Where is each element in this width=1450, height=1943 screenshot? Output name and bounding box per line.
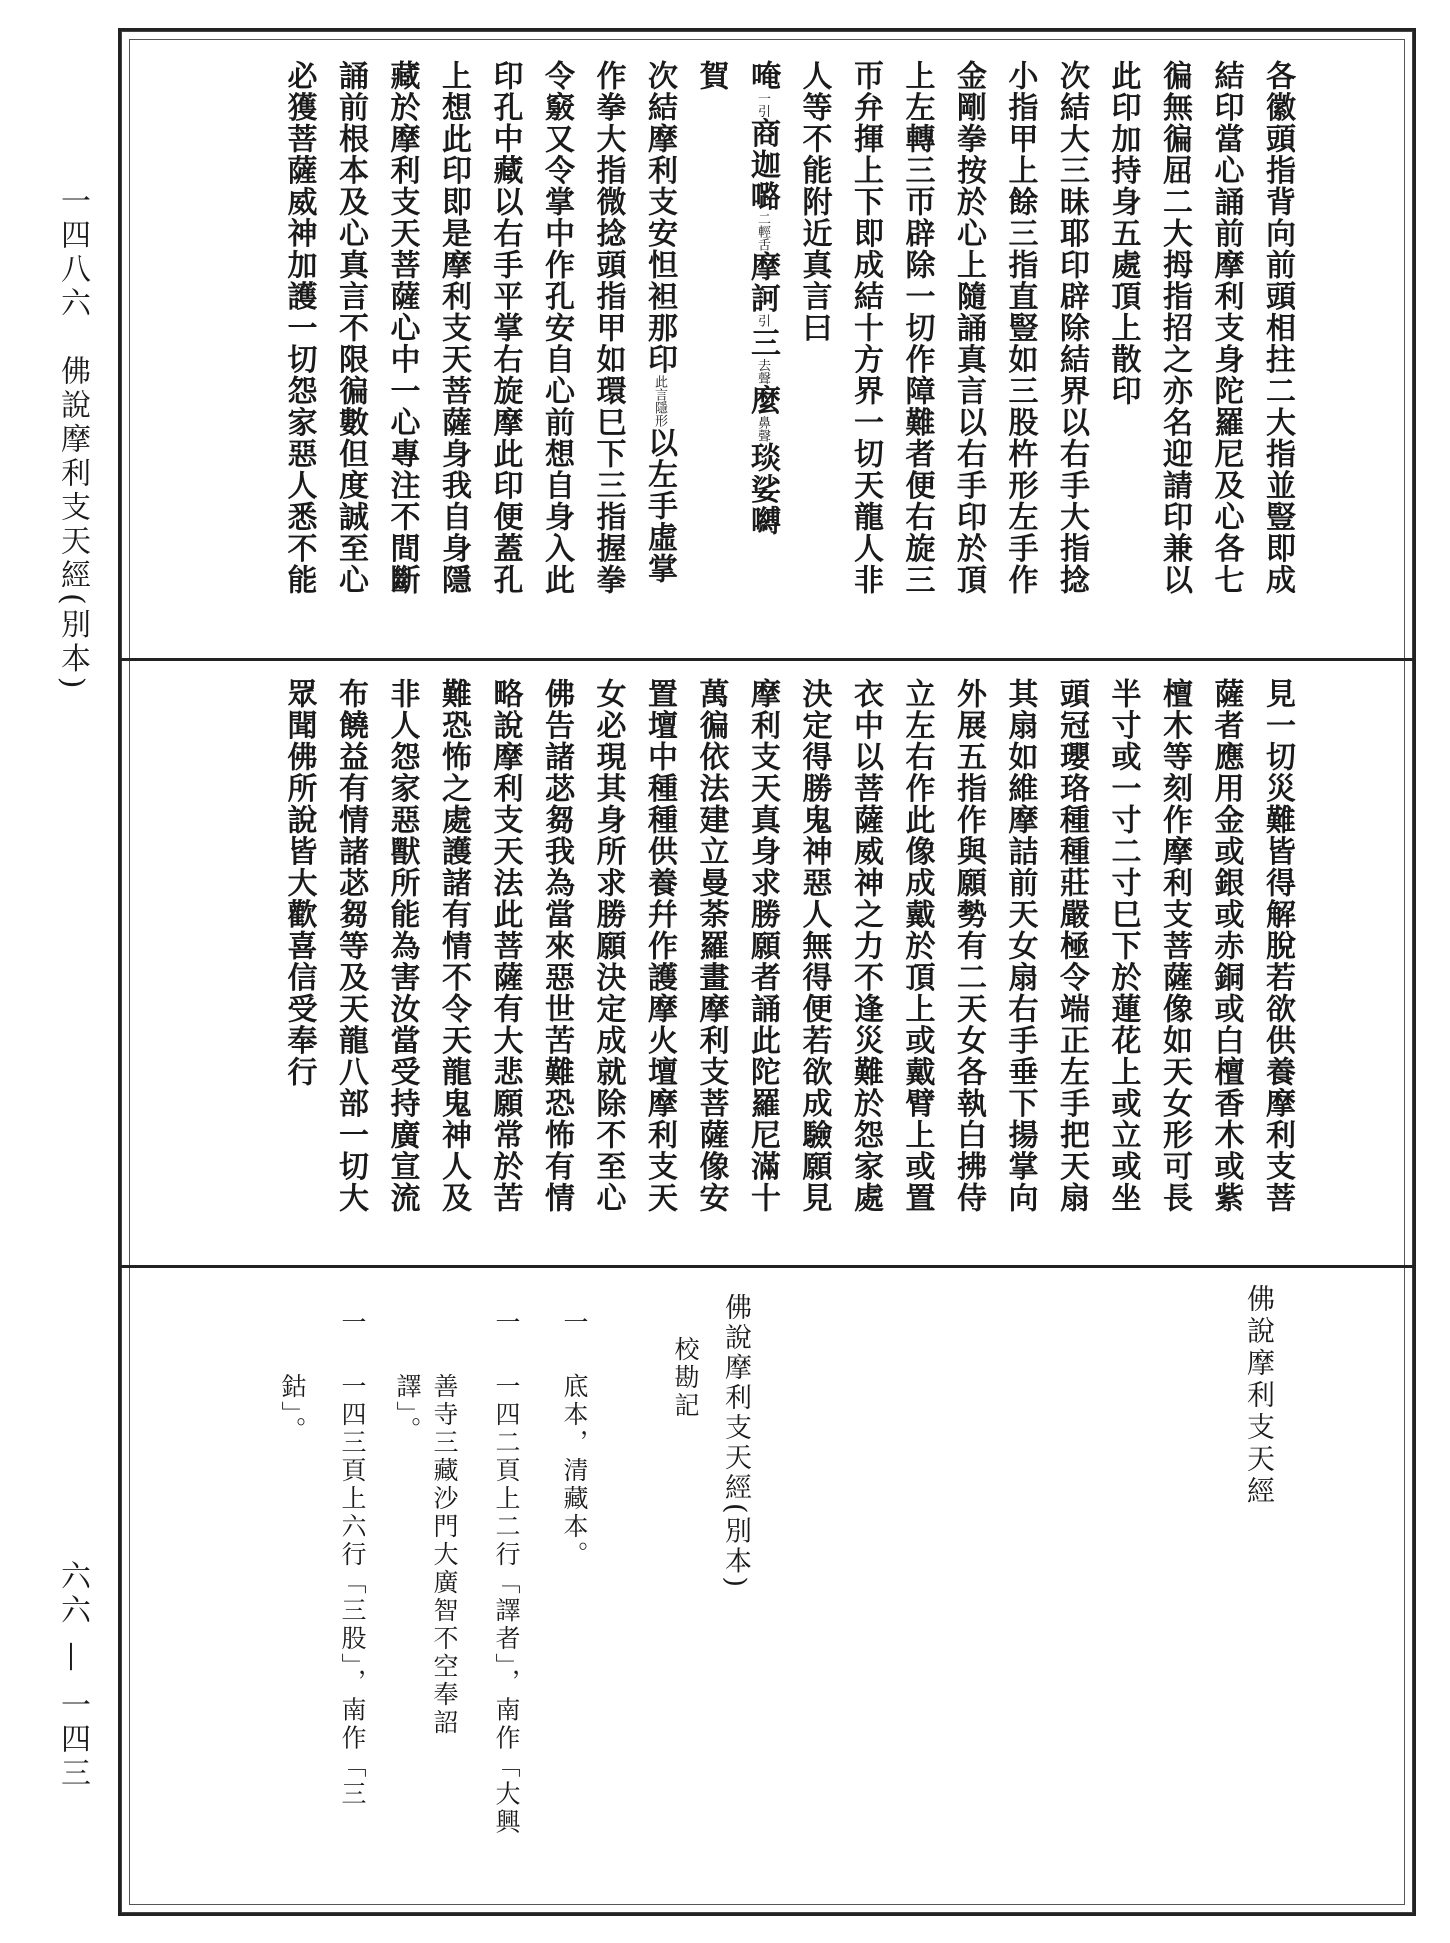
sutra-title: 佛說摩利支天經 <box>1243 1284 1276 1508</box>
text-column: 女必現其身所求勝願決定成就除不至心 <box>590 678 626 1214</box>
interlinear-note: 去聲 <box>755 358 770 385</box>
text-segment: 次結摩利支安怛袒那印 <box>642 60 677 375</box>
text-column: 必獲菩薩威神加護一切怨家惡人悉不能 <box>281 60 317 596</box>
collation-heading: 校勘記 <box>671 1336 700 1420</box>
text-column: 徧無徧屈二大拇指招之亦名迎請印兼以 <box>1157 60 1192 596</box>
text-column: 略說摩利支天法此菩薩有大悲願常於苦 <box>487 678 523 1214</box>
section-divider-top <box>118 658 1413 661</box>
note-line: 一四三頁上六行「三股」，南作「三 <box>338 1373 367 1809</box>
text-column: 其扇如維摩詰前天女扇右手垂下揚掌向 <box>1002 678 1038 1214</box>
text-column: 小指甲上餘三指直豎如三股杵形左手作 <box>1002 60 1038 596</box>
text-segment: 商迦𡀔 <box>745 117 780 212</box>
page-number: 六六 — 一四三 <box>55 1560 90 1792</box>
text-column: 置壇中種種供養幷作護摩火壇摩利支天 <box>642 678 677 1214</box>
text-column <box>642 60 677 585</box>
text-column: 次結大三昧耶印辟除結界以右手大指捻 <box>1054 60 1089 596</box>
text-segment: 唵 <box>745 60 780 92</box>
note-bullet: 一 <box>560 1309 589 1337</box>
note-line: 底本，清藏本。 <box>560 1373 589 1569</box>
text-column: 上左轉三帀辟除一切作障難者便右旋三 <box>899 60 935 596</box>
page-header: 一四八六 佛說摩利支天經(別本) <box>55 185 90 693</box>
note-bullet: 一 <box>492 1309 521 1337</box>
text-column: 各徽頭指背向前頭相拄二大指並豎即成 <box>1260 60 1295 596</box>
text-column: 誦前根本及心真言不限徧數但度誠至心 <box>333 60 368 596</box>
text-column: 人等不能附近真言曰 <box>796 60 832 344</box>
text-column: 令竅又令掌中作孔安自心前想自身入此 <box>539 60 574 596</box>
text-column: 萬徧依法建立曼荼羅畫摩利支菩薩像安 <box>693 678 729 1214</box>
note-bullet: 一 <box>338 1309 367 1337</box>
text-column: 金剛拳按於心上隨誦真言以右手印於頂 <box>951 60 986 596</box>
text-segment: 摩訶 <box>745 251 780 314</box>
text-segment: 以左手虛掌 <box>642 427 677 585</box>
text-column: 半寸或一寸二寸巳下於蓮花上或立或坐 <box>1105 678 1141 1214</box>
text-column: 佛告諸苾芻我為當來惡世苦難恐怖有情 <box>539 678 574 1214</box>
text-column: 立左右作此像成戴於頂上或戴臂上或置 <box>899 678 935 1214</box>
collation-title: 佛說摩利支天經(別本) <box>720 1293 751 1591</box>
text-column: 摩利支天真身求勝願者誦此陀羅尼滿十 <box>745 678 780 1214</box>
text-segment: 三 <box>745 327 780 359</box>
interlinear-note: 引 <box>755 314 770 327</box>
text-column: 衣中以菩薩威神之力不逢災難於怨家處 <box>848 678 883 1214</box>
text-column: 決定得勝鬼神惡人無得便若欲成驗願見 <box>796 678 832 1214</box>
text-column: 帀弁揮上下即成結十方界一切天龍人非 <box>848 60 883 596</box>
text-column: 作拳大指微捻頭指甲如環巳下三指握拳 <box>590 60 626 596</box>
interlinear-note: 鼻聲 <box>755 416 770 442</box>
text-column: 檀木等刻作摩利支菩薩像如天女形可長 <box>1157 678 1192 1214</box>
text-column: 見一切災難皆得解脫若欲供養摩利支菩 <box>1260 678 1295 1214</box>
note-line: 一四二頁上二行「譯者」，南作「大興 <box>492 1373 521 1837</box>
note-line: 鈷」。 <box>278 1373 307 1445</box>
text-segment: 琰娑嚩 <box>745 442 780 537</box>
text-column: 頭冠瓔珞種種莊嚴極令端正左手把天扇 <box>1054 678 1089 1214</box>
text-column: 難恐怖之處護諸有情不令天龍鬼神人及 <box>436 678 471 1214</box>
interlinear-note: 二輕舌 <box>755 212 770 251</box>
text-column <box>745 60 780 537</box>
text-column: 此印加持身五處頂上散印 <box>1105 60 1141 407</box>
note-line: 善寺三藏沙門大廣智不空奉詔 <box>430 1373 459 1737</box>
interlinear-note: 一引 <box>755 91 770 118</box>
text-column: 外展五指作與願勢有二天女各執白拂侍 <box>951 678 986 1214</box>
text-column: 非人怨家惡獸所能為害汝當受持廣宣流 <box>384 678 420 1214</box>
text-column: 賀 <box>693 60 729 92</box>
section-divider-bottom <box>118 1265 1413 1268</box>
text-column: 薩者應用金或銀或赤銅或白檀香木或紫 <box>1208 678 1244 1214</box>
text-column: 結印當心誦前摩利支身陀羅尼及心各七 <box>1208 60 1244 596</box>
text-column: 上想此印即是摩利支天菩薩身我自身隱 <box>436 60 471 596</box>
text-column: 藏於摩利支天菩薩心中一心專注不間斷 <box>384 60 420 596</box>
interlinear-note: 此言隱形 <box>652 375 667 427</box>
text-column: 眾聞佛所說皆大歡喜信受奉行 <box>281 678 317 1088</box>
note-line: 譯」。 <box>393 1373 422 1445</box>
text-column: 布饒益有情諸苾芻等及天龍八部一切大 <box>333 678 368 1214</box>
text-segment: 麼 <box>745 384 780 416</box>
text-column: 印孔中藏以右手平掌右旋摩此印便蓋孔 <box>487 60 523 596</box>
